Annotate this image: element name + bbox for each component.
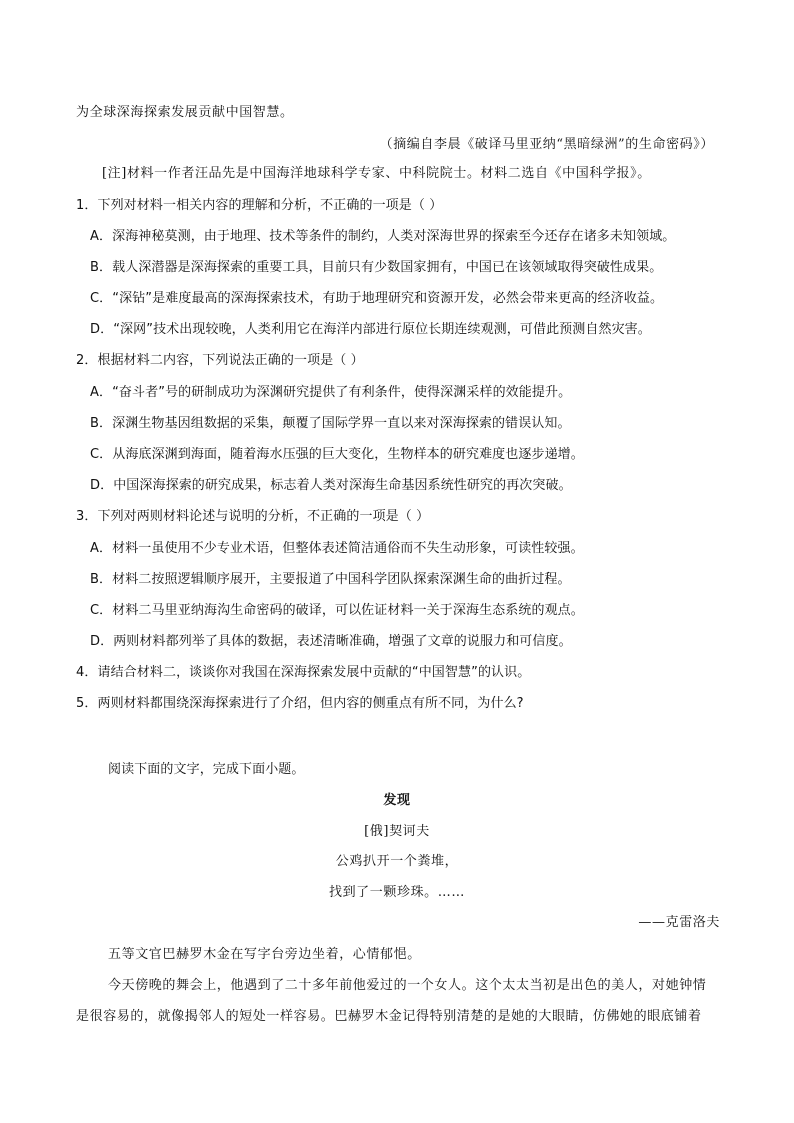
question-3-option-b: B．材料二按照逻辑顺序展开，主要报道了中国科学团队探索深渊生命的曲折过程。: [90, 572, 571, 587]
question-1-option-c: C．“深钻”是难度最高的深海探索技术，有助于地理研究和资源开发，必然会带来更高的经济收益。: [90, 291, 664, 306]
question-1-stem: 1．下列对材料一相关内容的理解和分析，不正确的一项是（ ）: [76, 198, 443, 213]
question-2-stem: 2．根据材料二内容，下列说法正确的一项是（ ）: [76, 353, 364, 368]
epigraph-line-2: 找到了一颗珍珠。……: [328, 885, 465, 900]
question-4-stem: 4．请结合材料二，谈谈你对我国在深海探索发展中贡献的“中国智慧”的认识。: [76, 665, 531, 680]
question-3-option-c: C．材料二马里亚纳海沟生命密码的破译，可以佐证材料一关于深海生态系统的观点。: [90, 603, 584, 618]
material-one-source: （摘编自李晨《破译马里亚纳“黑暗绿洲”的生命密码》）: [379, 137, 714, 152]
epigraph-source: ——克雷洛夫: [638, 915, 720, 930]
question-2-option-d: D．中国深海探索的研究成果，标志着人类对深海生命基因系统性研究的再次突破。: [90, 478, 572, 493]
question-3-option-a: A．材料一虽使用不少专业术语，但整体表述简洁通俗而不失生动形象，可读性较强。: [90, 541, 584, 556]
passage-paragraph-2-line-1: 今天傍晚的舞会上，他遇到了二十多年前他爱过的一个女人。这个太太当初是出色的美人，对她钟情: [108, 978, 707, 993]
passage-author: [俄]契诃夫: [364, 824, 430, 839]
reading-instruction: 阅读下面的文字，完成下面小题。: [108, 762, 305, 777]
question-1-option-a: A．深海神秘莫测，由于地理、技术等条件的制约，人类对深海世界的探索至今还存在诸多未知领域。: [90, 229, 676, 244]
passage-title: 发现: [383, 793, 411, 808]
question-2-option-b: B．深渊生物基因组数据的采集，颠覆了国际学界一直以来对深海探索的错误认知。: [90, 416, 571, 431]
epigraph-line-1: 公鸡扒开一个粪堆，: [335, 854, 459, 869]
question-1-option-d: D．“深网”技术出现较晚，人类利用它在海洋内部进行原位长期连续观测，可借此预测自然灾害。: [90, 322, 651, 337]
material-one-last-line: 为全球深海探索发展贡献中国智慧。: [76, 105, 294, 120]
question-3-stem: 3．下列对两则材料论述与说明的分析，不正确的一项是（ ）: [76, 509, 430, 524]
question-1-option-b: B．载人深潜器是深海探索的重要工具，目前只有少数国家拥有，中国已在该领域取得突破性成果。: [90, 260, 663, 275]
material-note: [注]材料一作者汪品先是中国海洋地球科学专家、中科院院士。材料二选自《中国科学报》。: [102, 166, 651, 181]
question-3-option-d: D．两则材料都列举了具体的数据，表述清晰准确，增强了文章的说服力和可信度。: [90, 634, 572, 649]
passage-paragraph-1: 五等文官巴赫罗木金在写字台旁边坐着，心情郁悒。: [108, 947, 421, 962]
question-2-option-a: A．“奋斗者”号的研制成功为深渊研究提供了有利条件，使得深渊采样的效能提升。: [90, 385, 572, 400]
question-2-option-c: C．从海底深渊到海面，随着海水压强的巨大变化，生物样本的研究难度也逐步递增。: [90, 447, 584, 462]
passage-paragraph-2-line-2: 是很容易的，就像揭邻人的短处一样容易。巴赫罗木金记得特别清楚的是她的大眼睛，仿佛她的眼底铺着: [76, 1009, 702, 1024]
question-5-stem: 5．两则材料都围绕深海探索进行了介绍，但内容的侧重点有所不同，为什么?: [76, 696, 524, 711]
